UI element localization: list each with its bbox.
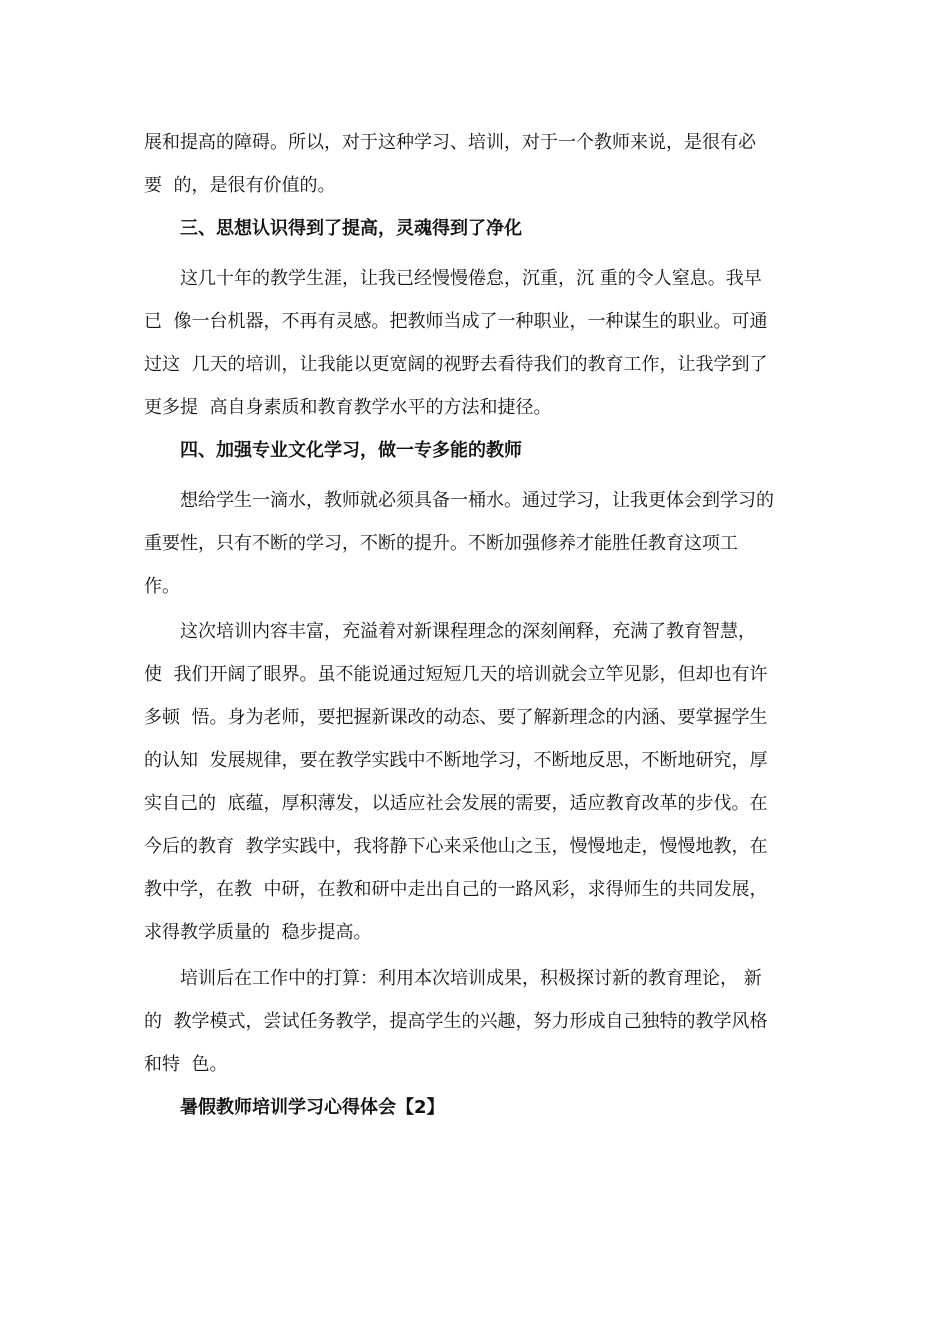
paragraph-line: 教中学，在教 中研，在教和研中走出自己的一路风彩，求得师生的共同发展， <box>144 879 768 900</box>
paragraph-line: 这几十年的教学生涯，让我已经慢慢倦怠，沉重，沉 重的令人窒息。我早 <box>180 268 762 289</box>
article-title: 暑假教师培训学习心得体会【2】 <box>180 1097 445 1118</box>
paragraph-line: 展和提高的障碍。所以，对于这种学习、培训，对于一个教师来说，是很有必 <box>144 132 756 153</box>
paragraph-line: 使 我们开阔了眼界。虽不能说通过短短几天的培训就会立竿见影，但却也有许 <box>144 664 768 685</box>
paragraph-line: 的认知 发展规律，要在教学实践中不断地学习，不断地反思，不断地研究，厚 <box>144 750 768 771</box>
paragraph-line: 的 教学模式，尝试任务教学，提高学生的兴趣，努力形成自己独特的教学风格 <box>144 1011 768 1032</box>
paragraph-line: 要 的，是很有价值的。 <box>144 175 336 196</box>
paragraph-line: 多顿 悟。身为老师，要把握新课改的动态、要了解新理念的内涵、要掌握学生 <box>144 707 768 728</box>
paragraph-line: 想给学生一滴水，教师就必须具备一桶水。通过学习，让我更体会到学习的 <box>180 490 774 511</box>
paragraph-line: 求得教学质量的 稳步提高。 <box>144 922 372 943</box>
section-heading-4: 四、加强专业文化学习，做一专多能的教师 <box>180 440 522 461</box>
paragraph-line: 作。 <box>144 576 180 597</box>
paragraph-line: 重要性，只有不断的学习，不断的提升。不断加强修养才能胜任教育这项工 <box>144 533 738 554</box>
paragraph-line: 和特 色。 <box>144 1054 228 1075</box>
paragraph-line: 更多提 高自身素质和教育教学水平的方法和捷径。 <box>144 397 552 418</box>
section-heading-3: 三、思想认识得到了提高，灵魂得到了净化 <box>180 218 522 239</box>
paragraph-line: 过这 几天的培训，让我能以更宽阔的视野去看待我们的教育工作，让我学到了 <box>144 354 768 375</box>
paragraph-line: 实自己的 底蕴，厚积薄发，以适应社会发展的需要，适应教育改革的步伐。在 <box>144 793 768 814</box>
paragraph-line: 培训后在工作中的打算：利用本次培训成果，积极探讨新的教育理论， 新 <box>180 968 762 989</box>
paragraph-line: 已 像一台机器，不再有灵感。把教师当成了一种职业，一种谋生的职业。可通 <box>144 311 768 332</box>
paragraph-line: 今后的教育 教学实践中，我将静下心来采他山之玉，慢慢地走，慢慢地教，在 <box>144 836 768 857</box>
paragraph-line: 这次培训内容丰富，充溢着对新课程理念的深刻阐释，充满了教育智慧， <box>180 621 756 642</box>
